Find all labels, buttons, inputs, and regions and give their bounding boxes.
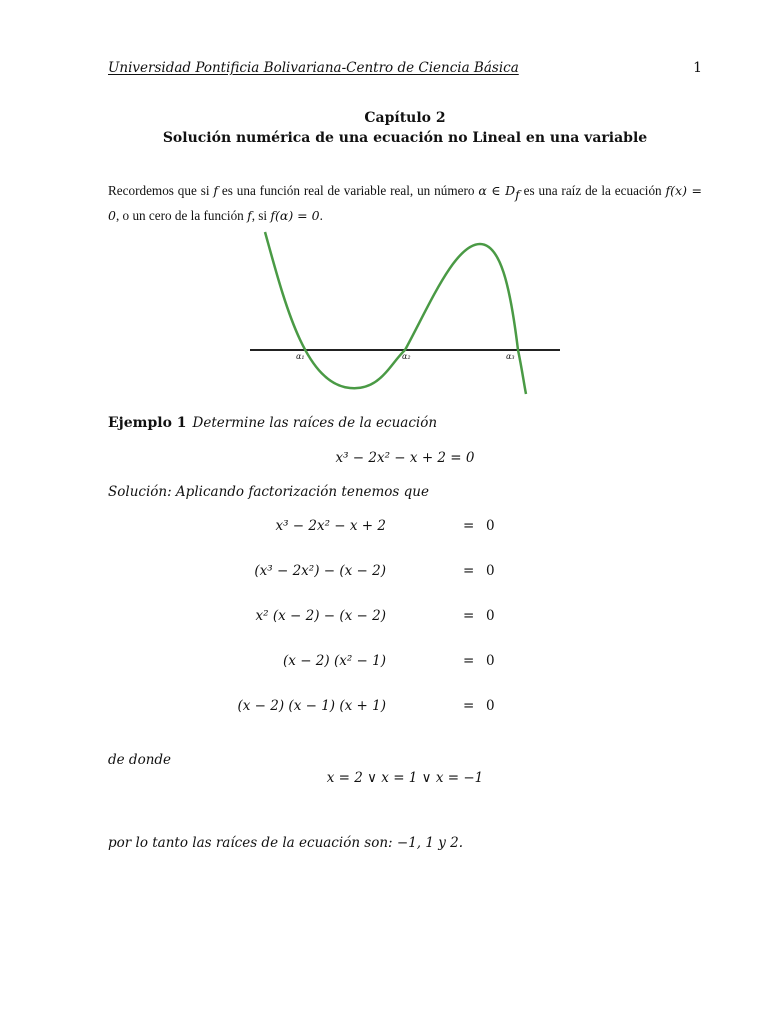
roots-equation: x = 2 ∨ x = 1 ∨ x = −1 [326, 770, 484, 786]
intro-text-3: es una raíz de la ecuación [519, 183, 666, 198]
intro-text-6: . [319, 207, 323, 223]
step-lhs: x³ − 2x² − x + 2 [275, 518, 386, 534]
step-equals: = [463, 653, 475, 669]
intro-math-f: f [213, 183, 219, 198]
intro-math-f2: f [247, 207, 252, 223]
intro-text-1: Recordemos que si [108, 183, 214, 198]
step-rhs: 0 [486, 563, 495, 579]
conclusion-text: por lo tanto las raíces de la ecuación son: −1, 1 y 2. [108, 835, 464, 851]
intro-math-alpha: α ∈ D [478, 183, 516, 198]
intro-text-4: , o un cero de la función [115, 207, 248, 223]
solution-intro: Solución: Aplicando factorización tenemos que [108, 484, 429, 500]
page-header [108, 60, 702, 82]
page-number: 1 [693, 60, 702, 76]
function-curve [265, 232, 526, 394]
chapter-number: Capítulo 2 [364, 110, 446, 126]
institution-name: Universidad Pontificia Bolivariana-Centro de Ciencia Básica [108, 60, 519, 76]
cubic-function-figure [240, 224, 570, 399]
step-lhs: (x − 2) (x² − 1) [283, 653, 386, 669]
intro-math-falpha: f(α) = 0 [270, 207, 320, 223]
root-label-3: α₃ [506, 352, 515, 361]
step-lhs: x² (x − 2) − (x − 2) [255, 608, 386, 624]
example-heading [108, 415, 437, 431]
step-row [108, 518, 702, 542]
step-equals: = [463, 518, 475, 534]
root-label-1: α₁ [296, 352, 305, 361]
step-row [108, 608, 702, 632]
step-equals: = [463, 563, 475, 579]
step-row [108, 698, 702, 722]
example-equation: x³ − 2x² − x + 2 = 0 [335, 450, 475, 466]
de-donde-text: de donde [108, 752, 172, 768]
step-lhs: (x³ − 2x²) − (x − 2) [254, 563, 386, 579]
step-lhs: (x − 2) (x − 1) (x + 1) [237, 698, 386, 714]
root-label-2: α₂ [402, 352, 411, 361]
step-equals: = [463, 698, 475, 714]
step-equals: = [463, 608, 475, 624]
example-label: Ejemplo 1 [108, 415, 187, 431]
step-rhs: 0 [486, 608, 495, 624]
intro-math-fx0: f(x) = 0 [108, 183, 702, 223]
intro-text-2: es una función real de variable real, un número [218, 183, 479, 198]
example-prompt: Determine las raíces de la ecuación [192, 415, 438, 431]
step-row [108, 653, 702, 677]
chapter-title: Solución numérica de una ecuación no Lineal en una variable [162, 130, 648, 146]
step-rhs: 0 [486, 698, 495, 714]
intro-paragraph [108, 181, 702, 225]
step-row [108, 563, 702, 587]
intro-text-5: , si [251, 207, 271, 223]
step-rhs: 0 [486, 518, 495, 534]
intro-math-sub-f: f [515, 186, 520, 202]
step-rhs: 0 [486, 653, 495, 669]
